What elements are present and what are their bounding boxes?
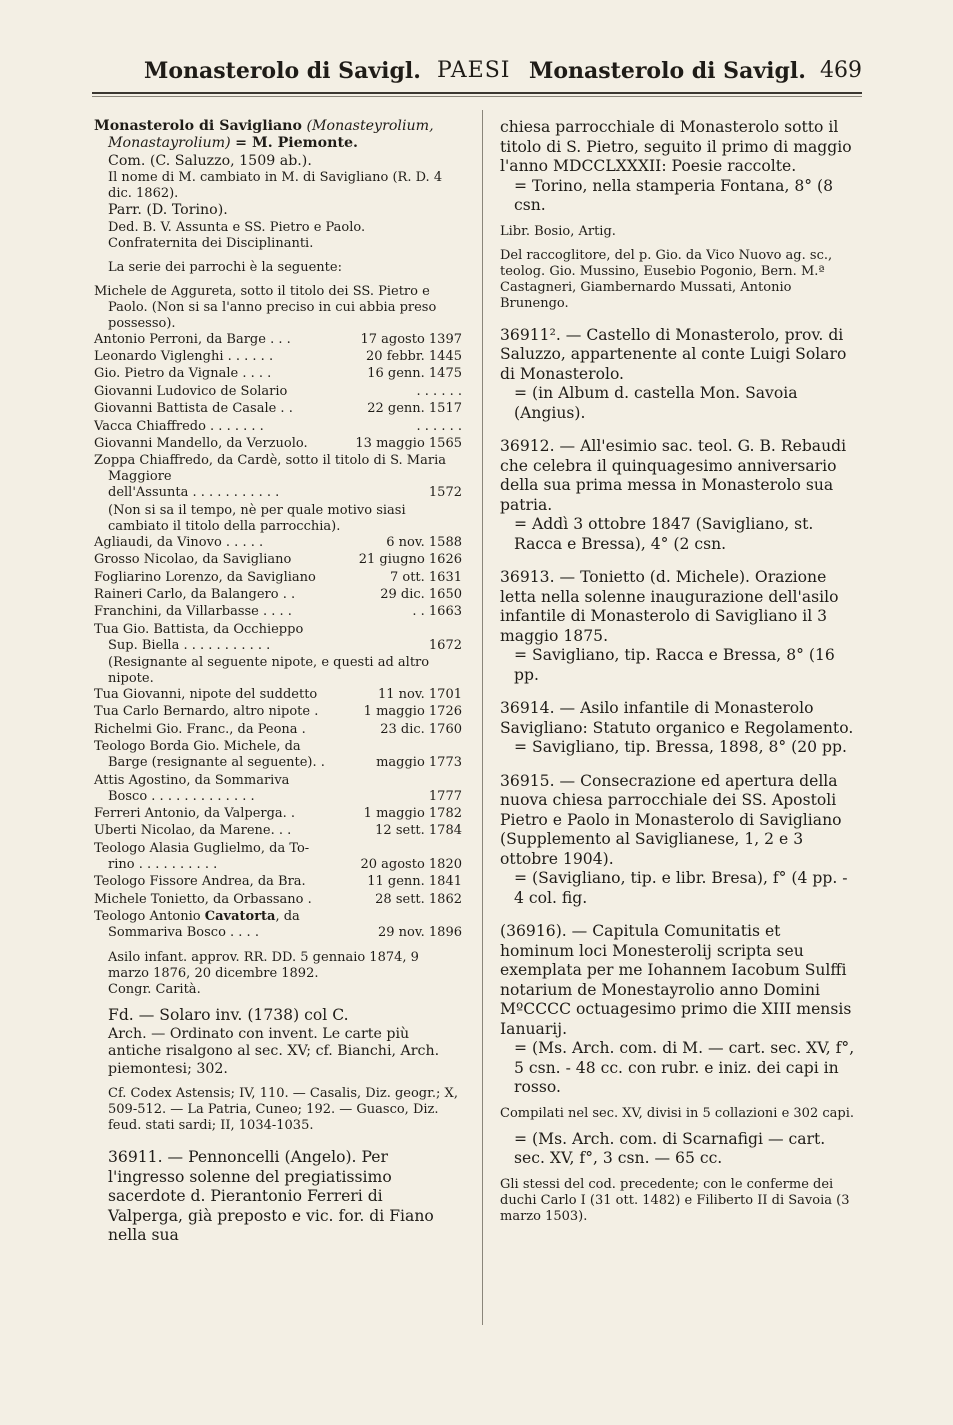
parish-list-intro: La serie dei parrochi è la seguente: <box>108 259 342 275</box>
column-divider <box>482 110 483 1325</box>
header-rule <box>92 92 862 94</box>
entry-36915-imprint: = (Savigliano, tip. e libr. Bresa), f° (4 pp. - 4 col. fig. <box>514 869 848 907</box>
parish-row: Sommariva Bosco . . . . 29 nov. 1896 <box>108 925 462 940</box>
running-head-left: Monasterolo di Savigl. <box>144 58 421 84</box>
name-change-note: Il nome di M. cambiato in M. di Savigliano (R. D. 4 dic. 1862). <box>108 170 443 202</box>
entry-title: Monasterolo di Savigliano (Monasteyrolium, Monastayrolium) = M. Piemonte. <box>94 118 434 152</box>
archivio-line: Arch. — Ordinato con invent. Le carte più antiche risalgono al sec. XV; cf. Bianchi, Arch. piemontesi; 302. <box>108 1025 440 1077</box>
contributors-note: Del raccoglitore, del p. Gio. da Vico Nuovo ag. sc., teolog. Gio. Mussino, Eusebio Pogonio, Bern. M.ª Castagneri, Giambernardo Mussati, Antonio Brunengo. <box>500 247 833 311</box>
parish-row: Tua Carlo Bernardo, altro nipote . 1 maggio 1726 <box>94 704 462 720</box>
parish-row: dell'Assunta . . . . . . . . . . . 1572 <box>108 485 462 501</box>
entry-36916: (36916). — Capitula Comunitatis et hominum loci Monesterolij scripta seu exemplata per me Iohannem Iacobum Sulffi notarium de Monestayrolio anno Domini MºCCCC octuagesimo primo die XIII mensis Ianuarij. <box>500 922 852 1038</box>
parrocchia-line: Parr. (D. Torino). <box>108 202 228 219</box>
libreria-note: Libr. Bosio, Artig. <box>500 223 616 239</box>
entry-36911-2-imprint: = (in Album d. castella Mon. Savoia (Angius). <box>514 384 798 422</box>
parish-row: Teologo Fissore Andrea, da Bra. 11 genn. 1841 <box>94 874 462 890</box>
comune-line: Com. (C. Saluzzo, 1509 ab.). <box>108 152 312 169</box>
parish-row: Fogliarino Lorenzo, da Savigliano 7 ott. 1631 <box>94 569 462 585</box>
parish-row: Tua Giovanni, nipote del suddetto 11 nov. 1701 <box>94 687 462 703</box>
running-head-center: PAESI <box>437 58 511 83</box>
parish-list-b <box>94 535 462 622</box>
parish-entry-zoppa: Zoppa Chiaffredo, da Cardè, sotto il titolo di S. Maria Maggiore <box>94 453 446 485</box>
entry-36913-imprint: = Savigliano, tip. Racca e Bressa, 8° (16 pp. <box>514 646 835 684</box>
parish-row: Bosco . . . . . . . . . . . . . 1777 <box>108 788 462 804</box>
parish-row: Franchini, da Villarbasse . . . . . . 1663 <box>94 604 462 620</box>
parish-row: Barge (resignante al seguente). . maggio 1773 <box>108 755 462 771</box>
conferme-note: Gli stessi del cod. precedente; con le conferme dei duchi Carlo I (31 ott. 1482) e Filiberto II di Savoia (3 marzo 1503). <box>500 1176 850 1224</box>
entry-36916-imprint-2: = (Ms. Arch. com. di Scarnafigi — cart. sec. XV, f°, 3 csn. — 65 cc. <box>514 1129 826 1167</box>
entry-36913: 36913. — Tonietto (d. Michele). Orazione letta nella solenne inaugurazione dell'asilo infantile di Monasterolo di Savigliano il 3 maggio 1875. <box>500 568 839 645</box>
running-head-right: Monasterolo di Savigl. <box>529 58 806 84</box>
right-column <box>500 118 856 1225</box>
parish-row: Giovanni Ludovico de Solario . . . . . . <box>94 383 462 399</box>
entry-36912: 36912. — All'esimio sac. teol. G. B. Rebaudi che celebra il quinquagesimo anniversario della sua prima messa in Monasterolo sua patria. <box>500 437 847 514</box>
parish-row: Richelmi Gio. Franc., da Peona . 23 dic. 1760 <box>94 721 462 737</box>
entry-36911-continued: chiesa parrocchiale di Monasterolo sotto il titolo di S. Pietro, seguito il primo di maggio l'anno MDCCLXXXII: Poesie raccolte. <box>500 118 852 175</box>
parish-entry-tua: Tua Gio. Battista, da Occhieppo <box>94 621 304 637</box>
parish-row: Ferreri Antonio, da Valperga. . 1 maggio 1782 <box>94 806 462 822</box>
parish-entry-alasia: Teologo Alasia Guglielmo, da To- <box>94 840 310 856</box>
parish-row: Grosso Nicolao, da Savigliano 21 giugno 1626 <box>94 552 462 568</box>
entry-36914-imprint: = Savigliano, tip. Bressa, 1898, 8° (20 pp. <box>514 738 847 756</box>
parish-entry-cavatorta: Teologo Antonio Cavatorta, da <box>94 909 300 924</box>
parish-row: Sup. Biella . . . . . . . . . . . 1672 <box>108 637 462 653</box>
parish-row: Leonardo Viglenghi . . . . . . 20 febbr. 1445 <box>94 349 462 365</box>
parish-list-d <box>94 806 462 841</box>
parish-row: rino . . . . . . . . . . 20 agosto 1820 <box>108 856 462 872</box>
parish-row: Agliaudi, da Vinovo . . . . . 6 nov. 1588 <box>94 534 462 550</box>
entry-36915: 36915. — Consecrazione ed apertura della nuova chiesa parrocchiale dei SS. Apostoli Pietro e Paolo in Monasterolo di Savigliano (Supplemento al Saviglianese, 1, 2 e 3 ottobre 1904). <box>500 771 842 868</box>
congregazione-line: Congr. Carità. <box>108 982 201 998</box>
parish-row: Michele Tonietto, da Orbassano . 28 sett. 1862 <box>94 891 462 907</box>
parish-row: Gio. Pietro da Vignale . . . . 16 genn. 1475 <box>94 366 462 382</box>
entry-36911: 36911. — Pennoncelli (Angelo). Per l'ingresso solenne del pregiatissimo sacerdote d. Pierantonio Ferreri di Valperga, già preposto e vic. for. di Fiano nella sua <box>108 1148 434 1245</box>
left-column <box>94 118 462 1246</box>
page-header <box>92 56 862 86</box>
parish-row: Antonio Perroni, da Barge . . . 17 agosto 1397 <box>94 331 462 347</box>
entry-36911-imprint: = Torino, nella stamperia Fontana, 8° (8 csn. <box>514 176 834 214</box>
dedication-line: Ded. B. V. Assunta e SS. Pietro e Paolo. <box>108 219 366 235</box>
page-number: 469 <box>820 58 862 83</box>
parish-row: Giovanni Battista de Casale . . 22 genn. 1517 <box>94 401 462 417</box>
parish-note: (Resignante al seguente nipote, e questi ad altro nipote. <box>108 655 430 687</box>
entry-36914: 36914. — Asilo infantile di Monasterolo Savigliano: Statuto organico e Regolamento. <box>500 699 854 737</box>
parish-row: Vacca Chiaffredo . . . . . . . . . . . . . <box>94 418 462 434</box>
parish-row: Raineri Carlo, da Balangero . . 29 dic. 1650 <box>94 586 462 602</box>
entry-36916-imprint: = (Ms. Arch. com. di M. — cart. sec. XV, f°, 5 csn. - 48 cc. con rubr. e iniz. dei capi in rosso. <box>514 1039 855 1096</box>
confraternita-line: Confraternita dei Disciplinanti. <box>108 235 314 251</box>
parish-note: (Non si sa il tempo, nè per quale motivo siasi cambiato il titolo della parrocchia). <box>108 502 406 534</box>
fondo-line: Fd. — Solaro inv. (1738) col C. <box>108 1006 349 1025</box>
parish-list-a <box>94 332 462 454</box>
parish-entry-michele: Michele de Aggureta, sotto il titolo dei SS. Pietro e Paolo. (Non si sa l'anno preciso in cui abbia preso possesso). <box>94 283 437 331</box>
parish-row: Giovanni Mandello, da Verzuolo. 13 maggio 1565 <box>94 435 462 451</box>
compilati-note: Compilati nel sec. XV, divisi in 5 collazioni e 302 capi. <box>500 1105 854 1121</box>
entry-36912-imprint: = Addì 3 ottobre 1847 (Savigliano, st. Racca e Bressa), 4° (2 csn. <box>514 515 814 553</box>
parish-entry-attis: Attis Agostino, da Sommariva <box>94 772 290 788</box>
entry-36911-2: 36911². — Castello di Monasterolo, prov. di Saluzzo, appartenente al conte Luigi Solaro di Monasterolo. <box>500 325 847 383</box>
parish-entry-borda: Teologo Borda Gio. Michele, da <box>94 739 301 755</box>
parish-row: Uberti Nicolao, da Marene. . . 12 sett. 1784 <box>94 823 462 839</box>
parish-list-e <box>94 874 462 909</box>
header-rule-thin <box>92 96 862 97</box>
asilo-note: Asilo infant. approv. RR. DD. 5 gennaio 1874, 9 marzo 1876, 20 dicembre 1892. <box>108 950 419 982</box>
parish-list-c <box>94 687 462 739</box>
references-line: Cf. Codex Astensis; IV, 110. — Casalis, Diz. geogr.; X, 509-512. — La Patria, Cuneo; 192. — Guasco, Diz. feud. stati sardi; II, 1034-1035. <box>108 1086 458 1134</box>
